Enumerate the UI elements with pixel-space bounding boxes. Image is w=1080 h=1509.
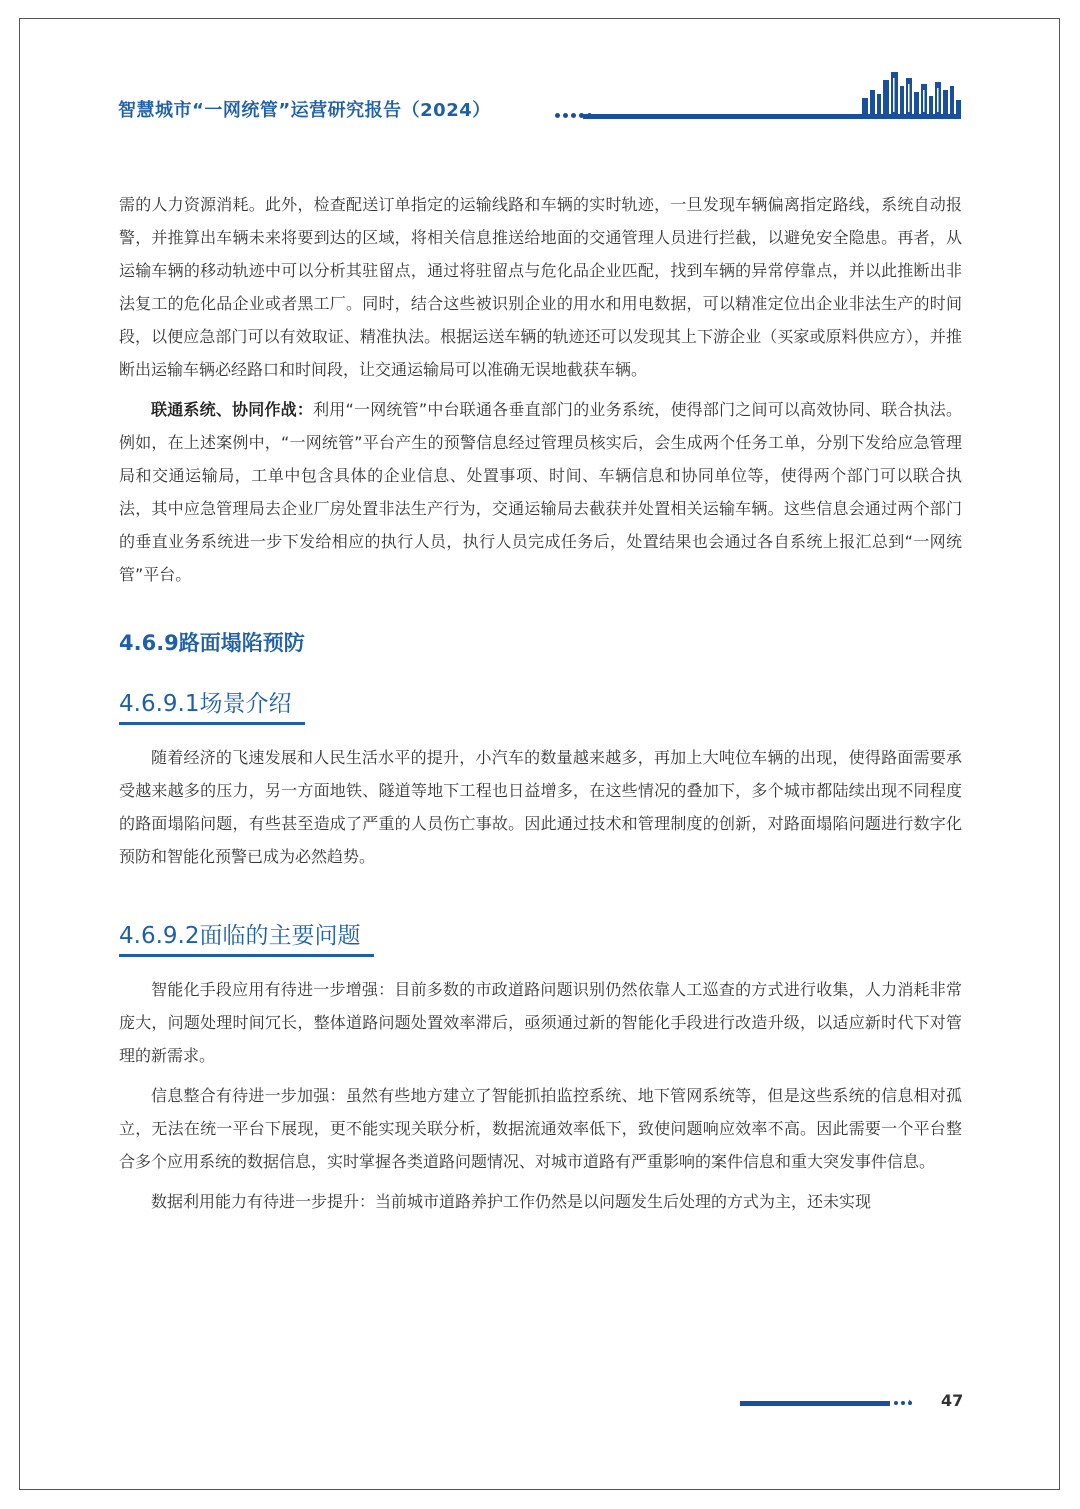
paragraph: 随着经济的飞速发展和人民生活水平的提升，小汽车的数量越来越多，再加上大吨位车辆的出现，使得路面需要承受越来越多的压力，另一方面地铁、隧道等地下工程也日益增多，在这些情况的叠加下，多个城市都陆续出现不同程度的路面塌陷问题，有些甚至造成了严重的人员伤亡事故。因此通过技术和管理制度的创新，对路面塌陷问题进行数字化预防和智能化预警已成为必然趋势。 xyxy=(119,748,962,866)
paragraph: 智能化手段应用有待进一步增强：目前多数的市政道路问题识别仍然依靠人工巡查的方式进行收集，人力消耗非常庞大，问题处理时间冗长，整体道路问题处置效率滞后，亟须通过新的智能化手段进行改造升级，以适应新时代下对管理的新需求。 xyxy=(119,980,962,1065)
city-skyline-icon xyxy=(858,70,962,116)
page-number: 47 xyxy=(941,1391,964,1410)
subsection-heading: 4.6.9.2面临的主要问题 xyxy=(119,917,374,957)
main-content xyxy=(119,188,962,1225)
subsection-heading-wrap xyxy=(119,677,962,725)
subsection-heading-wrap xyxy=(119,909,962,957)
section-heading: 4.6.9路面塌陷预防 xyxy=(119,631,305,655)
chevron-right-icon: › xyxy=(908,1395,913,1409)
footer-rule xyxy=(740,1401,890,1406)
subsection-heading: 4.6.9.1场景介绍 xyxy=(119,685,305,725)
paragraph: 数据利用能力有待进一步提升：当前城市道路养护工作仍然是以问题发生后处理的方式为主，还未实现 xyxy=(151,1192,872,1211)
paragraph: 需的人力资源消耗。此外，检查配送订单指定的运输线路和车辆的实时轨迹，一旦发现车辆偏离指定路线，系统自动报警，并推算出车辆未来将要到达的区域，将相关信息推送给地面的交通管理人员进行拦截，以避免安全隐患。再者，从运输车辆的移动轨迹中可以分析其驻留点，通过将驻留点与危化品企业匹配，找到车辆的异常停靠点，并以此推断出非法复工的危化品企业或者黑工厂。同时，结合这些被识别企业的用水和用电数据，可以精准定位出企业非法生产的时间段，以便应急部门可以有效取证、精准执法。根据运送车辆的轨迹还可以发现其上下游企业（买家或原料供应方），并推断出运输车辆必经路口和时间段，让交通运输局可以准确无误地截获车辆。 xyxy=(119,195,962,379)
paragraph-lead: 联通系统、协同作战： xyxy=(151,400,314,419)
paragraph xyxy=(119,393,962,591)
paragraph: 信息整合有待进一步加强：虽然有些地方建立了智能抓拍监控系统、地下管网系统等，但是这些系统的信息相对孤立，无法在统一平台下展现，更不能实现关联分析，数据流通效率低下，致使问题响应效率不高。因此需要一个平台整合多个应用系统的数据信息，实时掌握各类道路问题情况、对城市道路有严重影响的案件信息和重大突发事件信息。 xyxy=(119,1086,962,1171)
header-title: 智慧城市“一网统管”运营研究报告（2024） xyxy=(118,100,491,121)
paragraph-text: 利用“一网统管”中台联通各垂直部门的业务系统，使得部门之间可以高效协同、联合执法。例如，在上述案例中，“一网统管”平台产生的预警信息经过管理员核实后，会生成两个任务工单，分别下发给应急管理局和交通运输局，工单中包含具体的企业信息、处置事项、时间、车辆信息和协同单位等，使得两个部门可以联合执法，其中应急管理局去企业厂房处置非法生产行为，交通运输局去截获并处置相关运输车辆。这些信息会通过两个部门的垂直业务系统进一步下发给相应的执行人员，执行人员完成任务后，处置结果也会通过各自系统上报汇总到“一网统管”平台。 xyxy=(119,400,962,584)
